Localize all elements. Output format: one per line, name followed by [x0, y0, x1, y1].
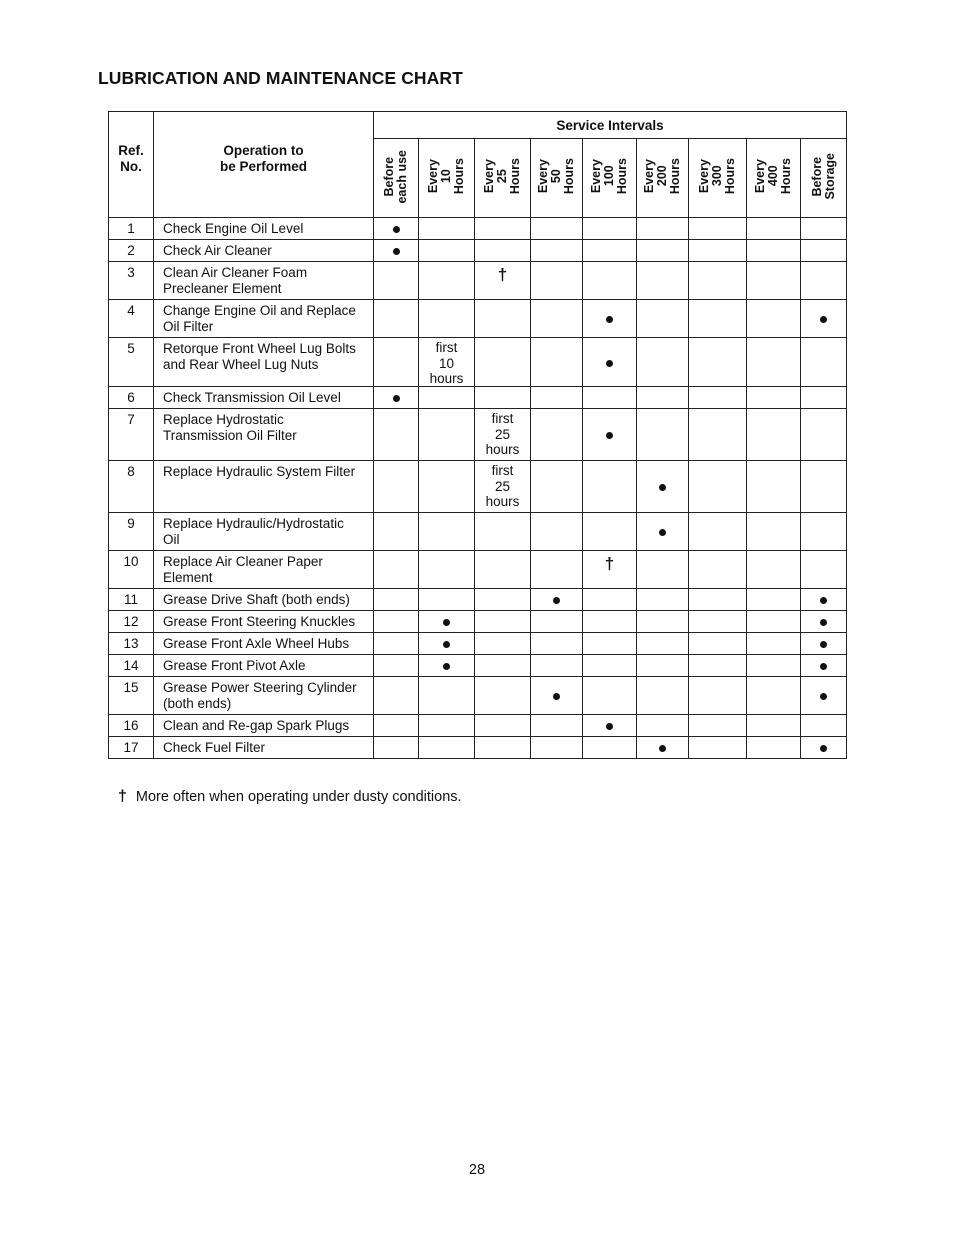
interval-cell	[531, 715, 583, 737]
interval-cell	[374, 551, 419, 589]
bullet-icon	[659, 745, 666, 752]
interval-cell	[531, 461, 583, 513]
interval-cell	[374, 633, 419, 655]
interval-cell	[689, 387, 747, 409]
operation-text: Replace Hydrostatic Transmission Oil Filter	[154, 409, 374, 461]
interval-cell	[374, 300, 419, 338]
interval-cell	[374, 461, 419, 513]
ref-number: 16	[109, 715, 154, 737]
interval-cell	[747, 589, 801, 611]
header-ref-no	[109, 112, 154, 218]
ref-number: 15	[109, 677, 154, 715]
header-interval-6	[689, 139, 747, 218]
interval-cell	[801, 737, 847, 759]
operation-text: Change Engine Oil and Replace Oil Filter	[154, 300, 374, 338]
table-row	[109, 300, 847, 338]
interval-cell	[747, 655, 801, 677]
interval-cell	[747, 240, 801, 262]
header-interval-3	[531, 139, 583, 218]
interval-cell	[531, 338, 583, 387]
interval-cell	[747, 737, 801, 759]
table-row	[109, 513, 847, 551]
interval-cell	[419, 655, 475, 677]
bullet-icon	[659, 529, 666, 536]
interval-cell	[475, 737, 531, 759]
ref-number: 1	[109, 218, 154, 240]
interval-cell	[583, 715, 637, 737]
interval-cell	[531, 611, 583, 633]
interval-cell	[583, 338, 637, 387]
interval-cell	[475, 387, 531, 409]
bullet-icon	[820, 619, 827, 626]
interval-cell	[747, 715, 801, 737]
interval-cell	[583, 461, 637, 513]
operation-text: Clean Air Cleaner Foam Precleaner Element	[154, 262, 374, 300]
interval-cell	[637, 715, 689, 737]
interval-cell	[374, 737, 419, 759]
interval-cell	[531, 409, 583, 461]
interval-cell	[419, 338, 475, 387]
interval-cell	[583, 409, 637, 461]
header-interval-1	[419, 139, 475, 218]
interval-cell	[689, 677, 747, 715]
interval-cell	[419, 461, 475, 513]
interval-cell	[374, 409, 419, 461]
interval-cell	[374, 240, 419, 262]
header-interval-4	[583, 139, 637, 218]
interval-cell	[583, 300, 637, 338]
interval-cell	[374, 715, 419, 737]
interval-cell	[374, 218, 419, 240]
ref-number: 11	[109, 589, 154, 611]
interval-cell	[419, 409, 475, 461]
interval-cell	[419, 677, 475, 715]
operation-text: Clean and Re-gap Spark Plugs	[154, 715, 374, 737]
header-interval-0	[374, 139, 419, 218]
header-operation-label: Operation to be Performed	[219, 142, 308, 174]
operation-text: Replace Air Cleaner Paper Element	[154, 551, 374, 589]
ref-number: 13	[109, 633, 154, 655]
header-ref-no-label: Ref. No.	[118, 142, 144, 174]
header-interval-label: Every 50 Hours	[536, 158, 576, 195]
interval-cell	[637, 409, 689, 461]
interval-cell	[475, 551, 531, 589]
interval-cell	[531, 387, 583, 409]
interval-cell	[583, 513, 637, 551]
interval-cell	[475, 461, 531, 513]
header-interval-2	[475, 139, 531, 218]
interval-cell	[374, 387, 419, 409]
interval-cell	[531, 513, 583, 551]
bullet-icon	[820, 316, 827, 323]
interval-cell	[689, 409, 747, 461]
table-row	[109, 677, 847, 715]
bullet-icon	[393, 248, 400, 255]
interval-cell	[475, 218, 531, 240]
header-interval-label: Every 400 Hours	[753, 158, 793, 195]
interval-note: first 25 hours	[485, 463, 520, 509]
header-interval-5	[637, 139, 689, 218]
ref-number: 6	[109, 387, 154, 409]
interval-cell	[419, 633, 475, 655]
interval-cell	[747, 551, 801, 589]
operation-text: Replace Hydraulic System Filter	[154, 461, 374, 513]
interval-cell	[637, 589, 689, 611]
table-row	[109, 409, 847, 461]
interval-cell	[637, 240, 689, 262]
ref-number: 9	[109, 513, 154, 551]
interval-cell	[637, 677, 689, 715]
table-row	[109, 737, 847, 759]
interval-cell	[747, 461, 801, 513]
ref-number: 2	[109, 240, 154, 262]
interval-cell	[583, 611, 637, 633]
interval-cell	[801, 338, 847, 387]
table-row	[109, 262, 847, 300]
bullet-icon	[553, 597, 560, 604]
interval-cell	[747, 300, 801, 338]
interval-cell	[475, 513, 531, 551]
bullet-icon	[820, 663, 827, 670]
bullet-icon	[606, 432, 613, 439]
interval-cell	[689, 551, 747, 589]
interval-cell	[531, 262, 583, 300]
table-row	[109, 715, 847, 737]
interval-cell	[637, 262, 689, 300]
ref-number: 4	[109, 300, 154, 338]
header-interval-label: Every 100 Hours	[589, 158, 629, 195]
interval-cell	[747, 218, 801, 240]
ref-number: 5	[109, 338, 154, 387]
interval-cell	[475, 655, 531, 677]
bullet-icon	[393, 395, 400, 402]
interval-cell	[689, 655, 747, 677]
interval-cell	[689, 461, 747, 513]
bullet-icon	[659, 484, 666, 491]
interval-cell	[583, 589, 637, 611]
header-interval-label: Every 25 Hours	[482, 158, 522, 195]
interval-cell	[419, 589, 475, 611]
interval-cell	[419, 737, 475, 759]
bullet-icon	[606, 316, 613, 323]
interval-cell	[419, 513, 475, 551]
dagger-icon: †	[118, 788, 127, 805]
interval-cell	[531, 677, 583, 715]
interval-cell	[747, 338, 801, 387]
interval-cell	[637, 633, 689, 655]
ref-number: 7	[109, 409, 154, 461]
header-service-intervals: Service Intervals	[374, 112, 847, 139]
interval-cell	[475, 715, 531, 737]
operation-text: Grease Front Steering Knuckles	[154, 611, 374, 633]
interval-cell	[419, 387, 475, 409]
interval-cell	[801, 300, 847, 338]
header-interval-label: Before each use	[382, 149, 409, 204]
bullet-icon	[443, 619, 450, 626]
interval-cell	[637, 551, 689, 589]
maintenance-chart-table	[108, 111, 847, 759]
interval-cell	[531, 551, 583, 589]
interval-cell	[531, 218, 583, 240]
interval-cell	[689, 300, 747, 338]
interval-cell	[747, 677, 801, 715]
interval-cell	[689, 611, 747, 633]
operation-text: Grease Front Pivot Axle	[154, 655, 374, 677]
ref-number: 17	[109, 737, 154, 759]
interval-cell	[475, 409, 531, 461]
interval-cell	[419, 240, 475, 262]
bullet-icon	[820, 597, 827, 604]
interval-cell	[475, 240, 531, 262]
header-interval-7	[747, 139, 801, 218]
interval-cell	[419, 611, 475, 633]
interval-cell	[419, 218, 475, 240]
interval-cell	[475, 677, 531, 715]
ref-number: 3	[109, 262, 154, 300]
interval-cell	[475, 300, 531, 338]
interval-cell	[583, 218, 637, 240]
interval-cell	[689, 513, 747, 551]
interval-cell	[689, 240, 747, 262]
interval-cell	[419, 262, 475, 300]
operation-text: Check Engine Oil Level	[154, 218, 374, 240]
interval-cell	[374, 677, 419, 715]
interval-cell	[475, 611, 531, 633]
interval-cell	[747, 513, 801, 551]
table-row	[109, 387, 847, 409]
header-operation	[154, 112, 374, 218]
interval-note: first 10 hours	[429, 340, 464, 386]
interval-cell	[801, 589, 847, 611]
operation-text: Grease Drive Shaft (both ends)	[154, 589, 374, 611]
operation-text: Grease Front Axle Wheel Hubs	[154, 633, 374, 655]
page-number: 28	[468, 1162, 486, 1178]
operation-text: Grease Power Steering Cylinder (both ends)	[154, 677, 374, 715]
table-row	[109, 338, 847, 387]
interval-cell	[475, 262, 531, 300]
interval-cell	[475, 589, 531, 611]
interval-cell	[689, 262, 747, 300]
interval-cell	[637, 338, 689, 387]
interval-cell	[689, 737, 747, 759]
interval-cell	[374, 611, 419, 633]
bullet-icon	[820, 641, 827, 648]
table-row	[109, 611, 847, 633]
interval-cell	[583, 737, 637, 759]
operation-text: Check Transmission Oil Level	[154, 387, 374, 409]
interval-cell	[801, 240, 847, 262]
operation-text: Check Air Cleaner	[154, 240, 374, 262]
interval-cell	[531, 240, 583, 262]
interval-cell	[637, 513, 689, 551]
interval-cell	[801, 677, 847, 715]
header-interval-label: Every 10 Hours	[426, 158, 466, 195]
interval-cell	[801, 387, 847, 409]
interval-cell	[637, 218, 689, 240]
interval-cell	[531, 589, 583, 611]
interval-cell	[583, 551, 637, 589]
interval-cell	[747, 387, 801, 409]
bullet-icon	[393, 226, 400, 233]
dagger-icon: †	[604, 554, 615, 573]
interval-cell	[583, 240, 637, 262]
maintenance-rows	[109, 218, 847, 759]
footnote-text: More often when operating under dusty conditions.	[135, 789, 462, 805]
header-interval-label: Before Storage	[809, 153, 837, 200]
interval-cell	[689, 715, 747, 737]
interval-cell	[583, 655, 637, 677]
interval-cell	[419, 551, 475, 589]
interval-cell	[637, 737, 689, 759]
interval-cell	[531, 633, 583, 655]
interval-cell	[801, 409, 847, 461]
bullet-icon	[606, 360, 613, 367]
interval-cell	[475, 338, 531, 387]
interval-cell	[374, 262, 419, 300]
ref-number: 10	[109, 551, 154, 589]
table-row	[109, 633, 847, 655]
interval-cell	[801, 633, 847, 655]
header-interval-label: Every 300 Hours	[697, 158, 737, 195]
header-interval-label: Every 200 Hours	[642, 158, 682, 195]
interval-cell	[801, 262, 847, 300]
interval-cell	[747, 409, 801, 461]
table-row	[109, 461, 847, 513]
interval-cell	[374, 338, 419, 387]
interval-cell	[374, 513, 419, 551]
interval-cell	[475, 633, 531, 655]
interval-cell	[583, 387, 637, 409]
interval-cell	[583, 262, 637, 300]
interval-cell	[419, 300, 475, 338]
interval-cell	[689, 338, 747, 387]
interval-cell	[419, 715, 475, 737]
table-row	[109, 240, 847, 262]
interval-cell	[801, 461, 847, 513]
page-title: LUBRICATION AND MAINTENANCE CHART	[98, 68, 463, 88]
table-row	[109, 655, 847, 677]
interval-cell	[637, 461, 689, 513]
table-row	[109, 589, 847, 611]
interval-cell	[583, 677, 637, 715]
bullet-icon	[606, 723, 613, 730]
bullet-icon	[820, 693, 827, 700]
bullet-icon	[443, 663, 450, 670]
footnote	[118, 788, 462, 806]
ref-number: 8	[109, 461, 154, 513]
interval-cell	[531, 300, 583, 338]
interval-cell	[689, 218, 747, 240]
interval-cell	[747, 262, 801, 300]
interval-cell	[689, 633, 747, 655]
interval-cell	[801, 218, 847, 240]
interval-cell	[801, 715, 847, 737]
interval-cell	[531, 737, 583, 759]
table-row	[109, 218, 847, 240]
interval-cell	[637, 655, 689, 677]
bullet-icon	[820, 745, 827, 752]
ref-number: 12	[109, 611, 154, 633]
interval-cell	[374, 589, 419, 611]
interval-note: first 25 hours	[485, 411, 520, 457]
interval-cell	[747, 633, 801, 655]
bullet-icon	[443, 641, 450, 648]
interval-cell	[801, 655, 847, 677]
bullet-icon	[553, 693, 560, 700]
interval-cell	[801, 513, 847, 551]
interval-cell	[689, 589, 747, 611]
interval-cell	[374, 655, 419, 677]
interval-cell	[583, 633, 637, 655]
interval-cell	[801, 611, 847, 633]
interval-cell	[637, 387, 689, 409]
operation-text: Retorque Front Wheel Lug Bolts and Rear Wheel Lug Nuts	[154, 338, 374, 387]
operation-text: Check Fuel Filter	[154, 737, 374, 759]
dagger-icon: †	[497, 265, 508, 284]
interval-cell	[637, 611, 689, 633]
operation-text: Replace Hydraulic/Hydrostatic Oil	[154, 513, 374, 551]
ref-number: 14	[109, 655, 154, 677]
interval-cell	[637, 300, 689, 338]
interval-cell	[531, 655, 583, 677]
interval-cell	[801, 551, 847, 589]
table-row	[109, 551, 847, 589]
interval-cell	[747, 611, 801, 633]
header-interval-8	[801, 139, 847, 218]
